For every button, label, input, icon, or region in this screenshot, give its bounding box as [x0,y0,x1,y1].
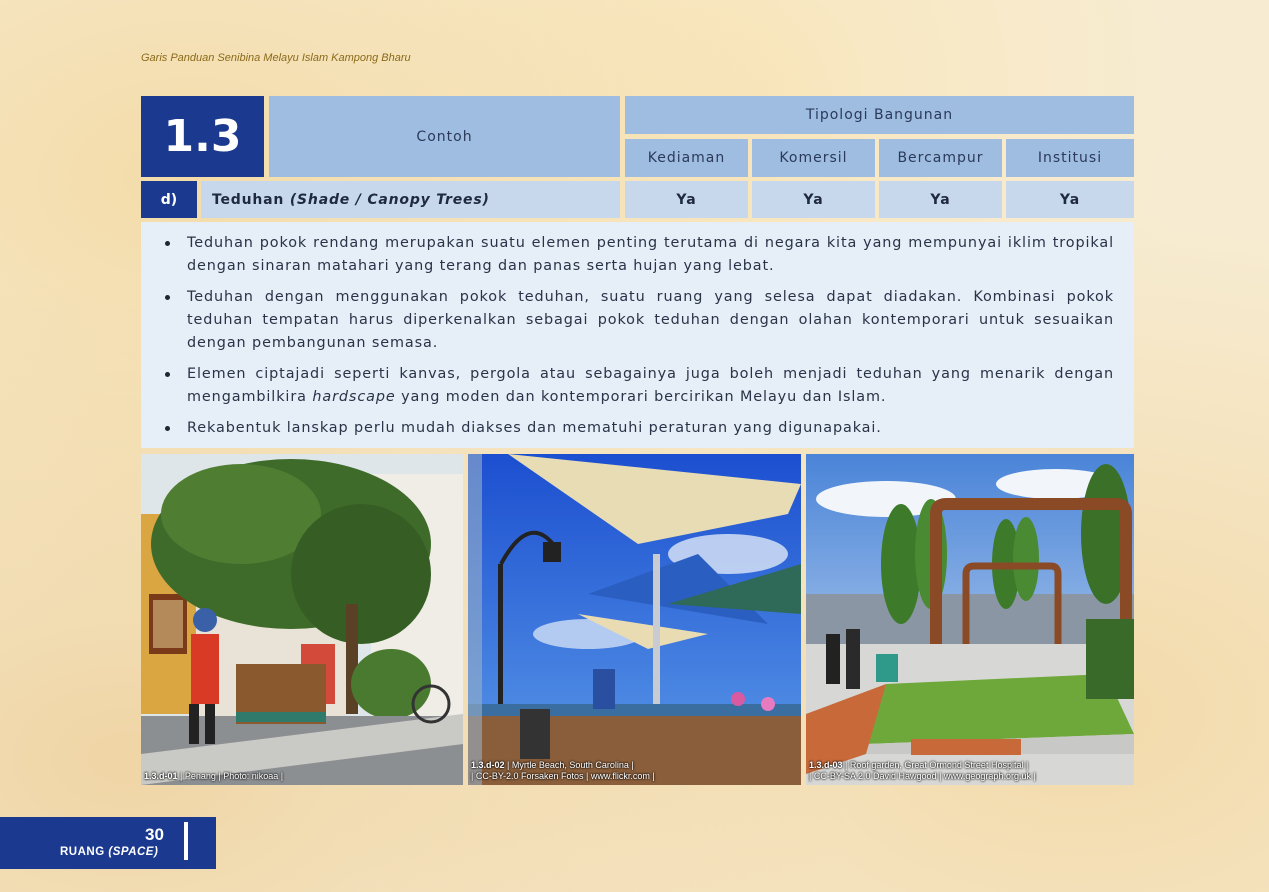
bullet-item-3 [187,363,1114,409]
photo-roof-garden-image [806,454,1134,785]
bullet-3-part-b: yang moden dan kontemporari bercirikan Melayu dan Islam. [395,389,887,405]
photo-roof-garden-caption-text-1: | Roof garden, Great Ormond Street Hospital | [842,760,1029,770]
photo-myrtle-beach-image [468,454,801,785]
photo-myrtle-beach-caption-text-1: | Myrtle Beach, South Carolina | [504,760,634,770]
bullet-list [187,232,1114,440]
photo-penang-id: 1.3.d-01 [144,771,178,781]
photo-roof-garden-caption [809,760,1036,782]
bullet-3-part-a: Elemen ciptajadi seperti kanvas, pergola atau sebagainya juga boleh menjadi teduhan yang menarik dengan mengambilkira [187,366,1114,405]
photo-myrtle-beach-caption [471,760,655,782]
running-title: Garis Panduan Senibina Melayu Islam Kampong Bharu [141,52,411,64]
column-bercampur: Bercampur [879,139,1002,177]
photo-myrtle-beach-id: 1.3.d-02 [471,760,505,770]
section-number: 1.3 [141,96,264,177]
photo-roof-garden [806,454,1134,785]
item-title [201,181,620,218]
photo-roof-garden-caption-text-2: | CC-BY-SA 2.0 David Hawgood | www.geograph.org.uk | [809,771,1036,781]
item-letter: d) [141,181,197,218]
photo-roof-garden-id: 1.3.d-03 [809,760,843,770]
page-number: 30 [145,825,164,844]
section-name-ms: RUANG [60,846,105,858]
bullet-item-4: Rekabentuk lanskap perlu mudah diakses dan mematuhi peraturan yang digunapakai. [187,417,1114,440]
section-name [60,846,158,858]
column-institusi: Institusi [1006,139,1134,177]
value-bercampur: Ya [879,181,1002,218]
photo-myrtle-beach [468,454,801,785]
section-name-en: (SPACE) [108,846,159,858]
item-title-sub: (Shade / Canopy Trees) [289,191,490,208]
typology-header: Tipologi Bangunan [625,96,1134,134]
footer-divider [184,822,188,860]
column-kediaman: Kediaman [625,139,748,177]
content-panel [141,222,1134,448]
photo-myrtle-beach-caption-text-2: | CC-BY-2.0 Forsaken Fotos | www.flickr.com | [471,771,655,781]
example-header: Contoh [269,96,620,177]
column-komersil: Komersil [752,139,875,177]
bullet-item-1: Teduhan pokok rendang merupakan suatu elemen penting terutama di negara kita yang mempunyai iklim tropikal dengan sinaran matahari yang terang dan panas serta hujan yang lebat. [187,232,1114,278]
bullet-item-2: Teduhan dengan menggunakan pokok teduhan, suatu ruang yang selesa dapat diadakan. Kombinasi pokok teduhan tempatan harus diperkenalkan sebagai pokok teduhan dengan olahan kontemporari untuk sesuaikan dengan pembangunan semasa. [187,286,1114,355]
photo-penang-caption-text: | Penang | Photo: nikoaa | [177,771,284,781]
item-title-main: Teduhan [212,191,285,208]
photo-penang-caption [144,771,283,782]
photo-penang-image [141,454,463,785]
value-institusi: Ya [1006,181,1134,218]
value-kediaman: Ya [625,181,748,218]
value-komersil: Ya [752,181,875,218]
photo-penang [141,454,463,785]
bullet-3-emphasis: hardscape [312,389,396,405]
